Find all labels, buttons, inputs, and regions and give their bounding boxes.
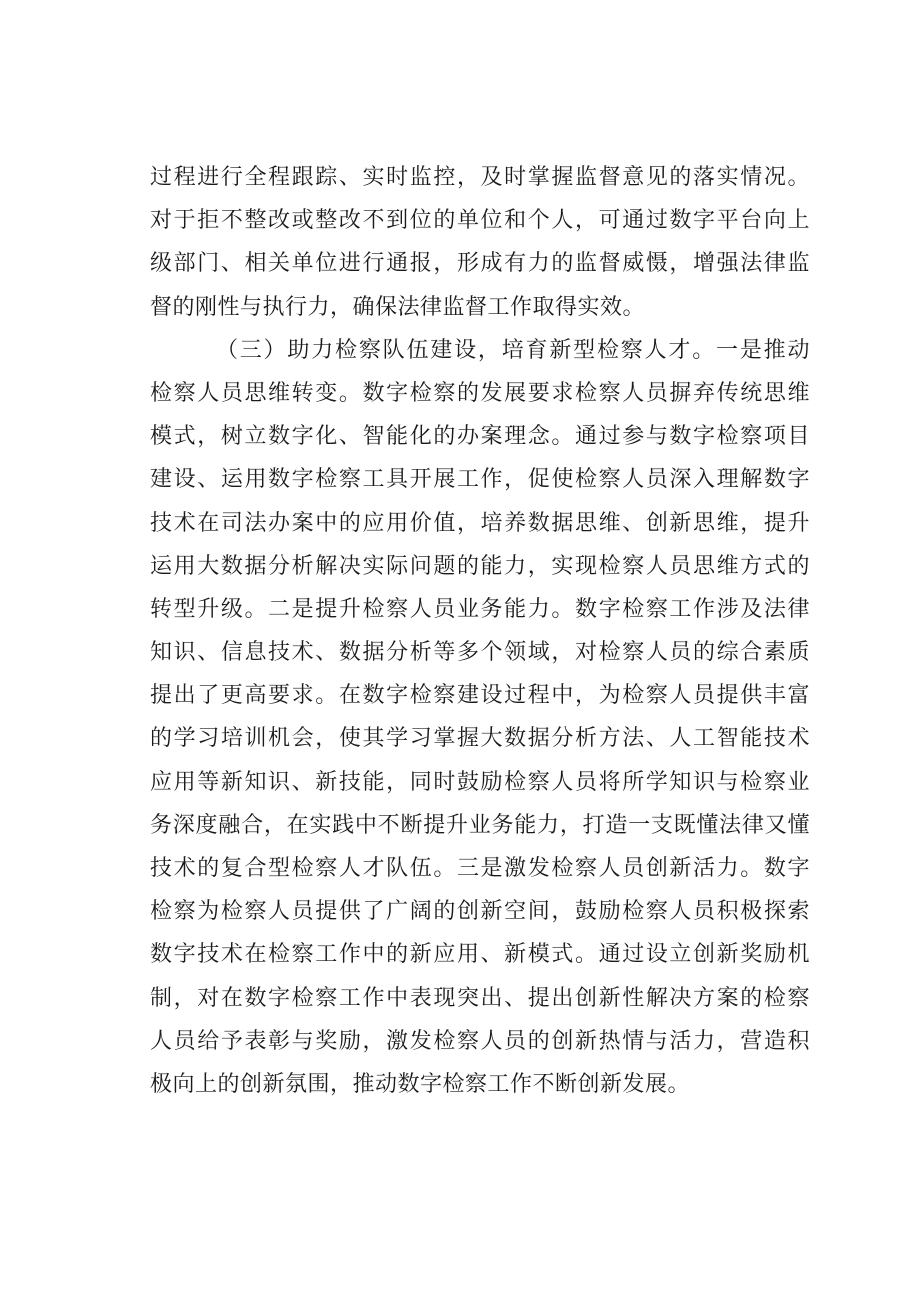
text-line: 极向上的创新氛围，推动数字检察工作不断创新发展。 bbox=[150, 1071, 691, 1097]
text-line: 应用等新知识、新技能，同时鼓励检察人员将所学知识与检察业 bbox=[150, 769, 810, 795]
text-line: 模式，树立数字化、智能化的办案理念。通过参与数字检察项目 bbox=[150, 424, 810, 450]
text-line: 务深度融合，在实践中不断提升业务能力，打造一支既懂法律又懂 bbox=[150, 812, 810, 838]
text-line: 督的刚性与执行力，确保法律监督工作取得实效。 bbox=[150, 294, 646, 320]
text-line: 技术在司法办案中的应用价值，培养数据思维、创新思维，提升 bbox=[150, 510, 810, 536]
text-line: 过程进行全程跟踪、实时监控，及时掌握监督意见的落实情况。 bbox=[150, 165, 810, 190]
text-line: 对于拒不整改或整改不到位的单位和个人，可通过数字平台向上 bbox=[150, 208, 810, 234]
text-line: 技术的复合型检察人才队伍。三是激发检察人员创新活力。数字 bbox=[150, 856, 810, 881]
text-line: 知识、信息技术、数据分析等多个领域，对检察人员的综合素质 bbox=[150, 640, 810, 666]
text-line: 检察为检察人员提供了广阔的创新空间，鼓励检察人员积极探索 bbox=[150, 899, 810, 925]
text-line: 提出了更高要求。在数字检察建设过程中，为检察人员提供丰富 bbox=[150, 683, 810, 709]
section-heading-line: （三）助力检察队伍建设，培育新型检察人才。一是推动 bbox=[216, 337, 810, 363]
text-line: 级部门、相关单位进行通报，形成有力的监督威慑，增强法律监 bbox=[150, 251, 810, 277]
body-text bbox=[150, 156, 810, 1106]
text-line: 检察人员思维转变。数字检察的发展要求检察人员摒弃传统思维 bbox=[150, 380, 810, 406]
text-line: 转型升级。二是提升检察人员业务能力。数字检察工作涉及法律 bbox=[150, 596, 810, 622]
text-line: 建设、运用数字检察工具开展工作，促使检察人员深入理解数字 bbox=[150, 467, 810, 493]
text-line: 的学习培训机会，使其学习掌握大数据分析方法、人工智能技术 bbox=[150, 726, 810, 752]
text-line: 运用大数据分析解决实际问题的能力，实现检察人员思维方式的 bbox=[150, 553, 810, 579]
text-line: 制，对在数字检察工作中表现突出、提出创新性解决方案的检察 bbox=[150, 985, 810, 1011]
text-line: 数字技术在检察工作中的新应用、新模式。通过设立创新奖励机 bbox=[150, 942, 810, 968]
text-line: 人员给予表彰与奖励，激发检察人员的创新热情与活力，营造积 bbox=[150, 1028, 810, 1054]
